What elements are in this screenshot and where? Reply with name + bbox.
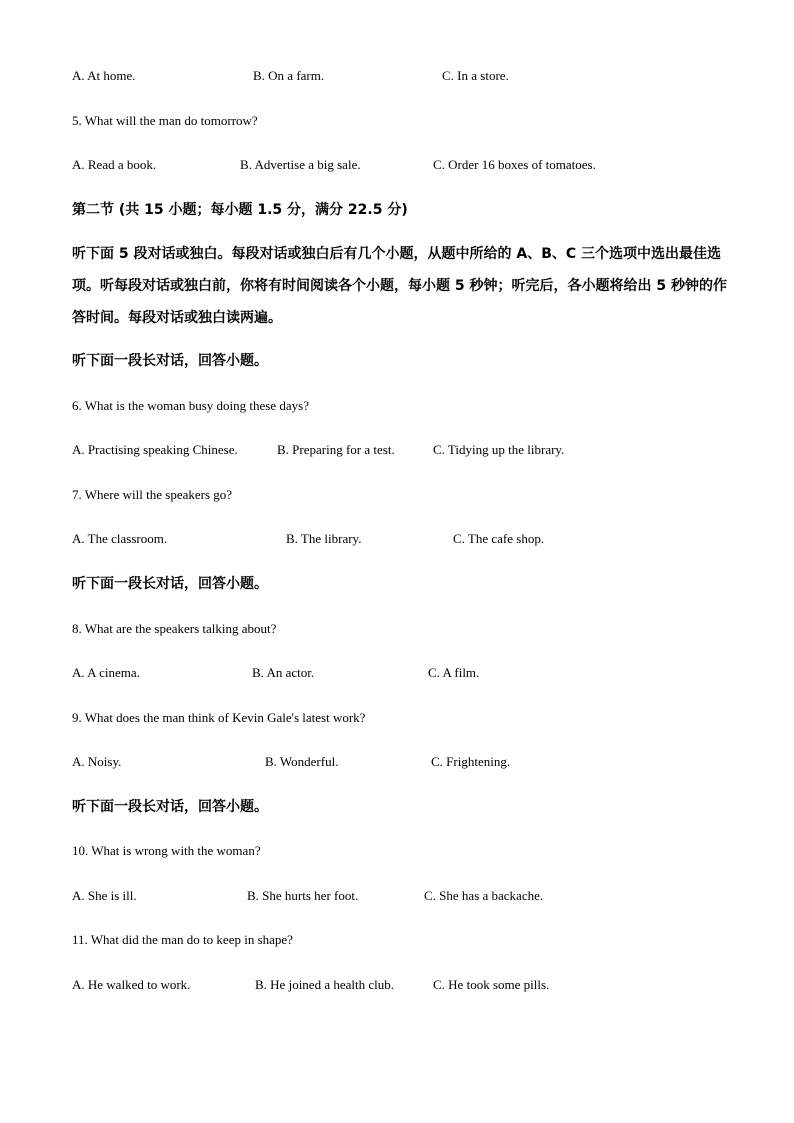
q7-question: 7. Where will the speakers go?	[72, 487, 233, 502]
q10-question: 10. What is wrong with the woman?	[72, 843, 261, 858]
dialogue-label-1: 听下面一段长对话，回答小题。	[72, 353, 268, 369]
q4-option-c: C. In a store.	[442, 68, 509, 83]
q10-option-b: B. She hurts her foot.	[247, 888, 359, 903]
q6-option-b: B. Preparing for a test.	[277, 442, 395, 457]
q6-option-a: A. Practising speaking Chinese.	[72, 442, 238, 457]
q4-option-b: B. On a farm.	[253, 68, 325, 83]
q9-option-a: A. Noisy.	[72, 754, 122, 769]
q7-option-b: B. The library.	[286, 531, 362, 546]
q8-question: 8. What are the speakers talking about?	[72, 621, 277, 636]
q8-option-a: A. A cinema.	[72, 665, 140, 680]
q4-option-a: A. At home.	[72, 68, 136, 83]
q11-option-c: C. He took some pills.	[433, 977, 550, 992]
q5-question: 5. What will the man do tomorrow?	[72, 113, 258, 128]
q5-option-c: C. Order 16 boxes of tomatoes.	[433, 157, 596, 172]
q7-option-c: C. The cafe shop.	[453, 531, 545, 546]
q5-option-a: A. Read a book.	[72, 157, 157, 172]
q11-question: 11. What did the man do to keep in shape?	[72, 932, 293, 947]
q9-question: 9. What does the man think of Kevin Gale's latest work?	[72, 710, 366, 725]
q9-option-c: C. Frightening.	[431, 754, 511, 769]
dialogue-label-2: 听下面一段长对话，回答小题。	[72, 576, 268, 592]
section2-instructions: 听下面 5 段对话或独白。每段对话或独白后有几个小题，从题中所给的 A、B、C 三个选项中选出最佳选项。听每段对话或独白前，你将有时间阅读各个小题，每小题 5 秒钟；听完后，各小题将给出 5 秒钟的作答时间。每段对话或独白读两遍。	[72, 246, 727, 326]
q10-option-a: A. She is ill.	[72, 888, 137, 903]
q8-option-c: C. A film.	[428, 665, 480, 680]
q9-option-b: B. Wonderful.	[265, 754, 339, 769]
q10-option-c: C. She has a backache.	[424, 888, 544, 903]
section2-heading: 第二节 (共 15 小题；每小题 1.5 分，满分 22.5 分)	[72, 202, 408, 218]
q11-option-b: B. He joined a health club.	[255, 977, 394, 992]
q8-option-b: B. An actor.	[252, 665, 315, 680]
q6-question: 6. What is the woman busy doing these days?	[72, 398, 309, 413]
q11-option-a: A. He walked to work.	[72, 977, 191, 992]
q5-option-b: B. Advertise a big sale.	[240, 157, 361, 172]
q6-option-c: C. Tidying up the library.	[433, 442, 565, 457]
dialogue-label-3: 听下面一段长对话，回答小题。	[72, 799, 268, 815]
q7-option-a: A. The classroom.	[72, 531, 168, 546]
